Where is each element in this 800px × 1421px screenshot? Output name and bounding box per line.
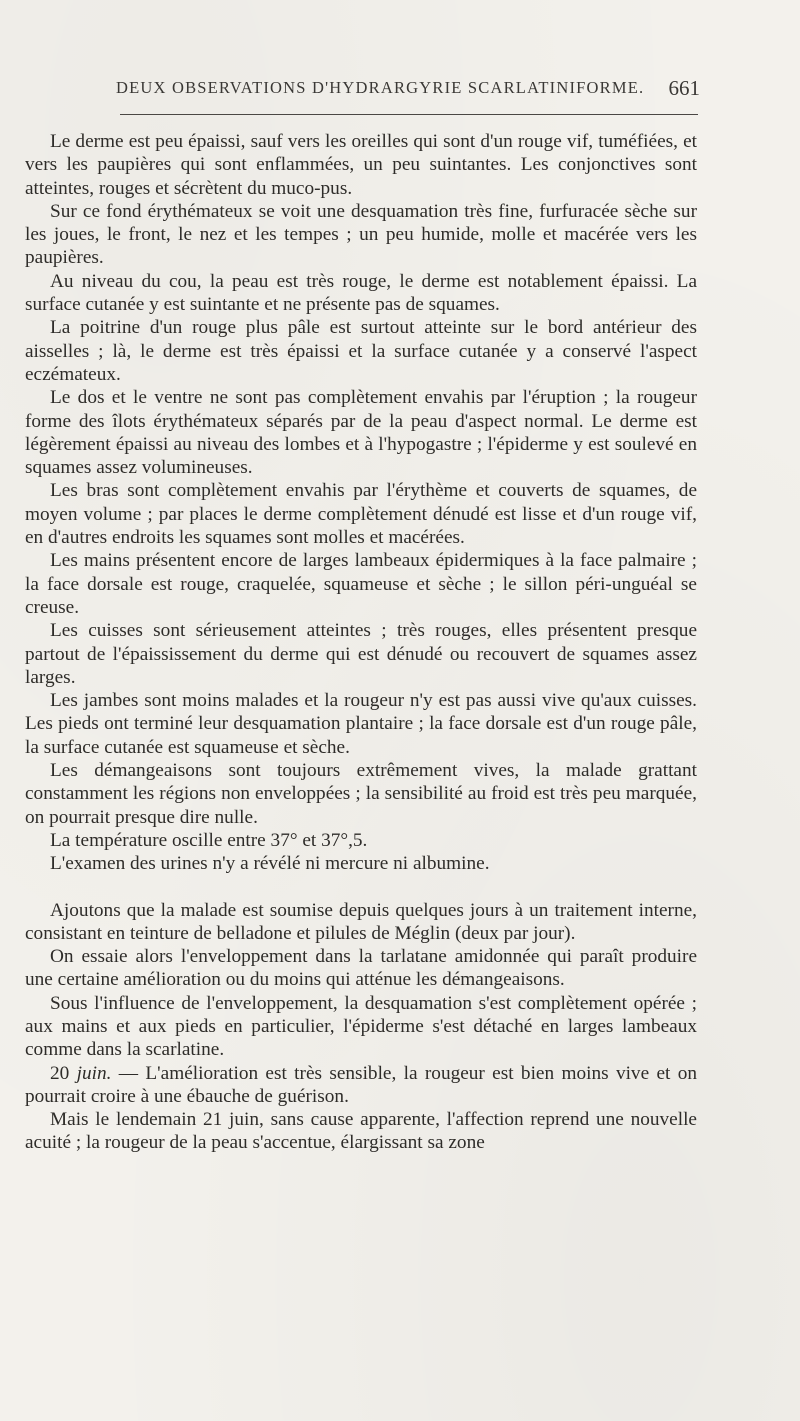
entry-text: — L'amélioration est très sensible, la rougeur est bien moins vive et on pourrait croire à une ébauche de guérison. (25, 1062, 697, 1107)
paragraph-cou: Au niveau du cou, la peau est très rouge, le derme est notablement épaissi. La surface cutanée y est suintante et ne présente pas de squames. (25, 270, 697, 316)
paragraph-urines: L'examen des urines n'y a révélé ni mercure ni albumine. (50, 853, 490, 875)
paragraph-jambes: Les jambes sont moins malades et la rougeur n'y est pas aussi vive qu'aux cuisses. Les pieds ont terminé leur desquamation plantaire ; la face dorsale est d'un rouge pâle, la surface cutanée est squameuse et sèche. (25, 690, 697, 758)
body-text (25, 130, 697, 1155)
page-number: 661 (668, 76, 700, 100)
paragraph-desquamation: Sur ce fond érythémateux se voit une desquamation très fine, furfuracée sèche sur les joues, le front, le nez et les tempes ; un peu humide, molle et macérée vers les paupières. (25, 200, 697, 269)
paragraph-enveloppement: On essaie alors l'enveloppement dans la tarlatane amidonnée qui paraît produire une certaine amélioration ou du moins qui atténue les démangeaisons. (25, 946, 697, 991)
paragraph-20-juin (25, 1062, 697, 1109)
paragraph-demangeaisons: Les démangeaisons sont toujours extrêmement vives, la malade grattant constamment les régions non enveloppées ; la sensibilité au froid est très peu marquée, on pourrait presque dire nulle. (25, 760, 697, 828)
running-head (110, 78, 700, 102)
paragraph-poitrine: La poitrine d'un rouge plus pâle est surtout atteinte sur le bord antérieur des aisselles ; là, le derme est très épaissi et la surface cutanée y a conservé l'aspect eczémateux. (25, 317, 697, 385)
running-title: DEUX OBSERVATIONS D'HYDRARGYRIE SCARLATINIFORME. (116, 78, 645, 97)
paragraph-influence: Sous l'influence de l'enveloppement, la desquamation s'est complètement opérée ; aux mains et aux pieds en particulier, l'épiderme s'est détaché en larges lambeaux comme dans la scarlatine. (25, 992, 697, 1061)
paragraph-dos-ventre: Le dos et le ventre ne sont pas complètement envahis par l'éruption ; la rougeur forme des îlots érythémateux séparés par de la peau d'aspect normal. Le derme est légèrement épaissi au niveau des lombes et à l'hypogastre ; l'épiderme y est soulevé en squames assez volumineuses. (25, 387, 697, 479)
entry-date-day: 20 (50, 1062, 70, 1084)
paragraph-cuisses: Les cuisses sont sérieusement atteintes ; très rouges, elles présentent presque partout de l'épaississement du derme qui est dénudé ou recouvert de squames assez larges. (25, 620, 697, 688)
paragraph-derme: Le derme est peu épaissi, sauf vers les oreilles qui sont d'un rouge vif, tuméfiées, et vers les paupières qui sont enflammées, un peu suintantes. Les conjonctives sont atteintes, rouges et sécrètent du muco-pus. (25, 131, 697, 199)
entry-date-month: juin. (76, 1062, 112, 1084)
header-rule (120, 114, 698, 115)
paragraph-bras: Les bras sont complètement envahis par l'érythème et couverts de squames, de moyen volume ; par places le derme complètement dénudé est lisse et d'un rouge vif, en d'autres endroits les squames sont molles et macérées. (25, 480, 697, 549)
paragraph-lendemain: Mais le lendemain 21 juin, sans cause apparente, l'affection reprend une nouvelle acuité ; la rougeur de la peau s'accentue, élargissant sa zone (25, 1109, 697, 1154)
paragraph-traitement: Ajoutons que la malade est soumise depuis quelques jours à un traitement interne, consistant en teinture de belladone et pilules de Méglin (deux par jour). (25, 899, 697, 944)
paragraph-mains: Les mains présentent encore de larges lambeaux épidermiques à la face palmaire ; la face dorsale est rouge, craquelée, squameuse et sèche ; le sillon péri-unguéal se creuse. (25, 550, 697, 618)
paragraph-temperature: La température oscille entre 37° et 37°,5. (50, 829, 368, 851)
